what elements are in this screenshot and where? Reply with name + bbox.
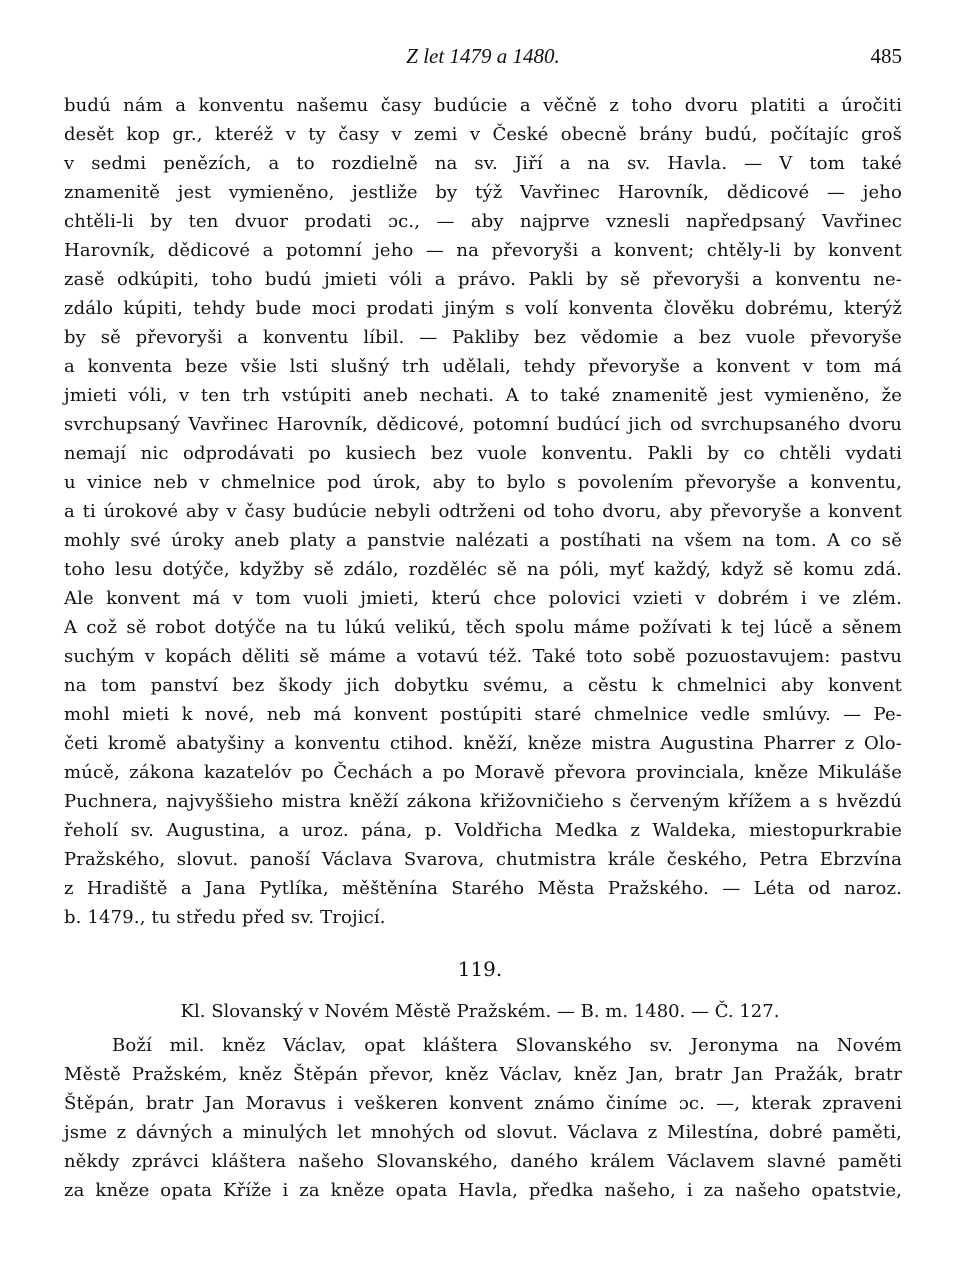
text-line: Boží mil. kněz Václav, opat kláštera Slovanského sv. Jeronyma na Novém [112,1035,902,1056]
text-line: řeholí sv. Augustina, a uroz. pána, p. Voldřicha Medka z Waldeka, miestopurkrabie [64,820,902,841]
text-line: svrchupsaný Vavřinec Harovník, dědicové, potomní budúcí jich od svrchupsaného dvoru [64,414,902,435]
document-heading: Kl. Slovanský v Novém Městě Pražském. — B. m. 1480. — Č. 127. [180,1001,780,1022]
document-number: 119. [457,957,503,981]
text-line: Harovník, dědicové a potomní jeho — na převoryši a konvent; chtěly-li by konvent [64,240,902,261]
running-title: Z let 1479 a 1480. [406,44,560,68]
text-line: četi kromě abatyšiny a konventu ctihod. kněží, kněze mistra Augustina Pharrer z Olo- [64,733,902,754]
text-line: u vinice neb v chmelnice pod úrok, aby to bylo s povolením převoryše a konventu, [64,472,902,493]
text-line: znamenitě jest vymieněno, jestliže by týž Vavřinec Harovník, dědicové — jeho [64,182,902,203]
text-line: jsme z dávných a minulých let mnohých od slovut. Václava z Milestína, dobré paměti, [64,1122,902,1143]
text-line: Městě Pražském, kněz Štěpán převor, kněz Václav, kněz Jan, bratr Jan Pražák, bratr [64,1064,902,1085]
text-line: Puchnera, najvyššieho mistra kněží zákona křižovničieho s červeným křížem a s hvězdú [64,791,902,812]
text-line: Štěpán, bratr Jan Moravus i veškeren konvent známo činíme ɔc. —, kterak zpraveni [64,1093,902,1114]
text-line: A což sě robot dotýče na tu lúkú velikú, těch spolu máme požívati k tej lúcě a sěnem [64,617,902,638]
text-line: b. 1479., tu středu před sv. Trojicí. [64,907,386,928]
text-line: toho lesu dotýče, kdyžby sě zdálo, rozděléc sě na póli, myť každý, když sě komu zdá. [64,559,902,580]
text-line: budú nám a konventu našemu časy budúcie a věčně z toho dvoru platiti a úročiti [64,95,902,116]
text-line: zasě odkúpiti, toho budú jmieti vóli a právo. Pakli by sě převoryši a konventu ne- [64,269,902,290]
text-line: mohly své úroky aneb platy a panstvie nalézati a postíhati na všem na tom. A co sě [64,530,902,551]
text-line: na tom panství bez škody jich dobytku svému, a cěstu k chmelnici aby konvent [64,675,902,696]
text-line: múcě, zákona kazatelóv po Čechách a po Moravě převora provinciala, kněze Mikuláše [64,762,902,783]
running-head [64,44,902,72]
text-line: chtěli-li by ten dvuor prodati ɔc., — aby najprve vznesli napředpsaný Vavřinec [64,211,902,232]
text-line: v sedmi penězích, a to rozdielně na sv. Jiří a na sv. Havla. — V tom také [64,153,902,174]
text-line: mohl mieti k nové, neb má konvent postúpiti staré chmelnice vedle smlúvy. — Pe- [64,704,902,725]
text-line: a ti úrokové aby v časy budúcie nebyli odtrženi od toho dvoru, aby převoryše a konvent [64,501,902,522]
text-line: z Hradiště a Jana Pytlíka, měštěnína Starého Města Pražského. — Léta od naroz. [64,878,902,899]
text-line: a konventa beze všie lsti slušný trh udělali, tehdy převoryše a konvent v tom má [64,356,902,377]
text-line: za kněze opata Kříže i za kněze opata Havla, předka našeho, i za našeho opatstvie, [64,1180,902,1201]
page-number: 485 [870,44,902,68]
text-line: desět kop gr., kteréž v ty časy v zemi v České obecně brány budú, počítajíc groš [64,124,902,145]
text-line: by sě převoryši a konventu líbil. — Pakliby bez vědomie a bez vuole převoryše [64,327,902,348]
text-line: nemají nic odprodávati po kusiech bez vuole konventu. Pakli by co chtěli vydati [64,443,902,464]
text-line: zdálo kúpiti, tehdy bude moci prodati jiným s volí konventa člověku dobrému, kterýž [64,298,902,319]
text-line: suchým v kopách děliti sě máme a votavú též. Také toto sobě pozuostavujem: pastvu [64,646,902,667]
text-line: někdy zprávci kláštera našeho Slovanského, daného králem Václavem slavné paměti [64,1151,902,1172]
text-line: Pražského, slovut. panoší Václava Svarova, chutmistra krále českého, Petra Ebrzvína [64,849,902,870]
text-line: jmieti vóli, v ten trh vstúpiti aneb nechati. A to také znamenitě jest vymieněno, že [64,385,902,406]
text-line: Ale konvent má v tom vuoli jmieti, kterú chce polovici vzieti v dobrém i ve zlém. [64,588,902,609]
